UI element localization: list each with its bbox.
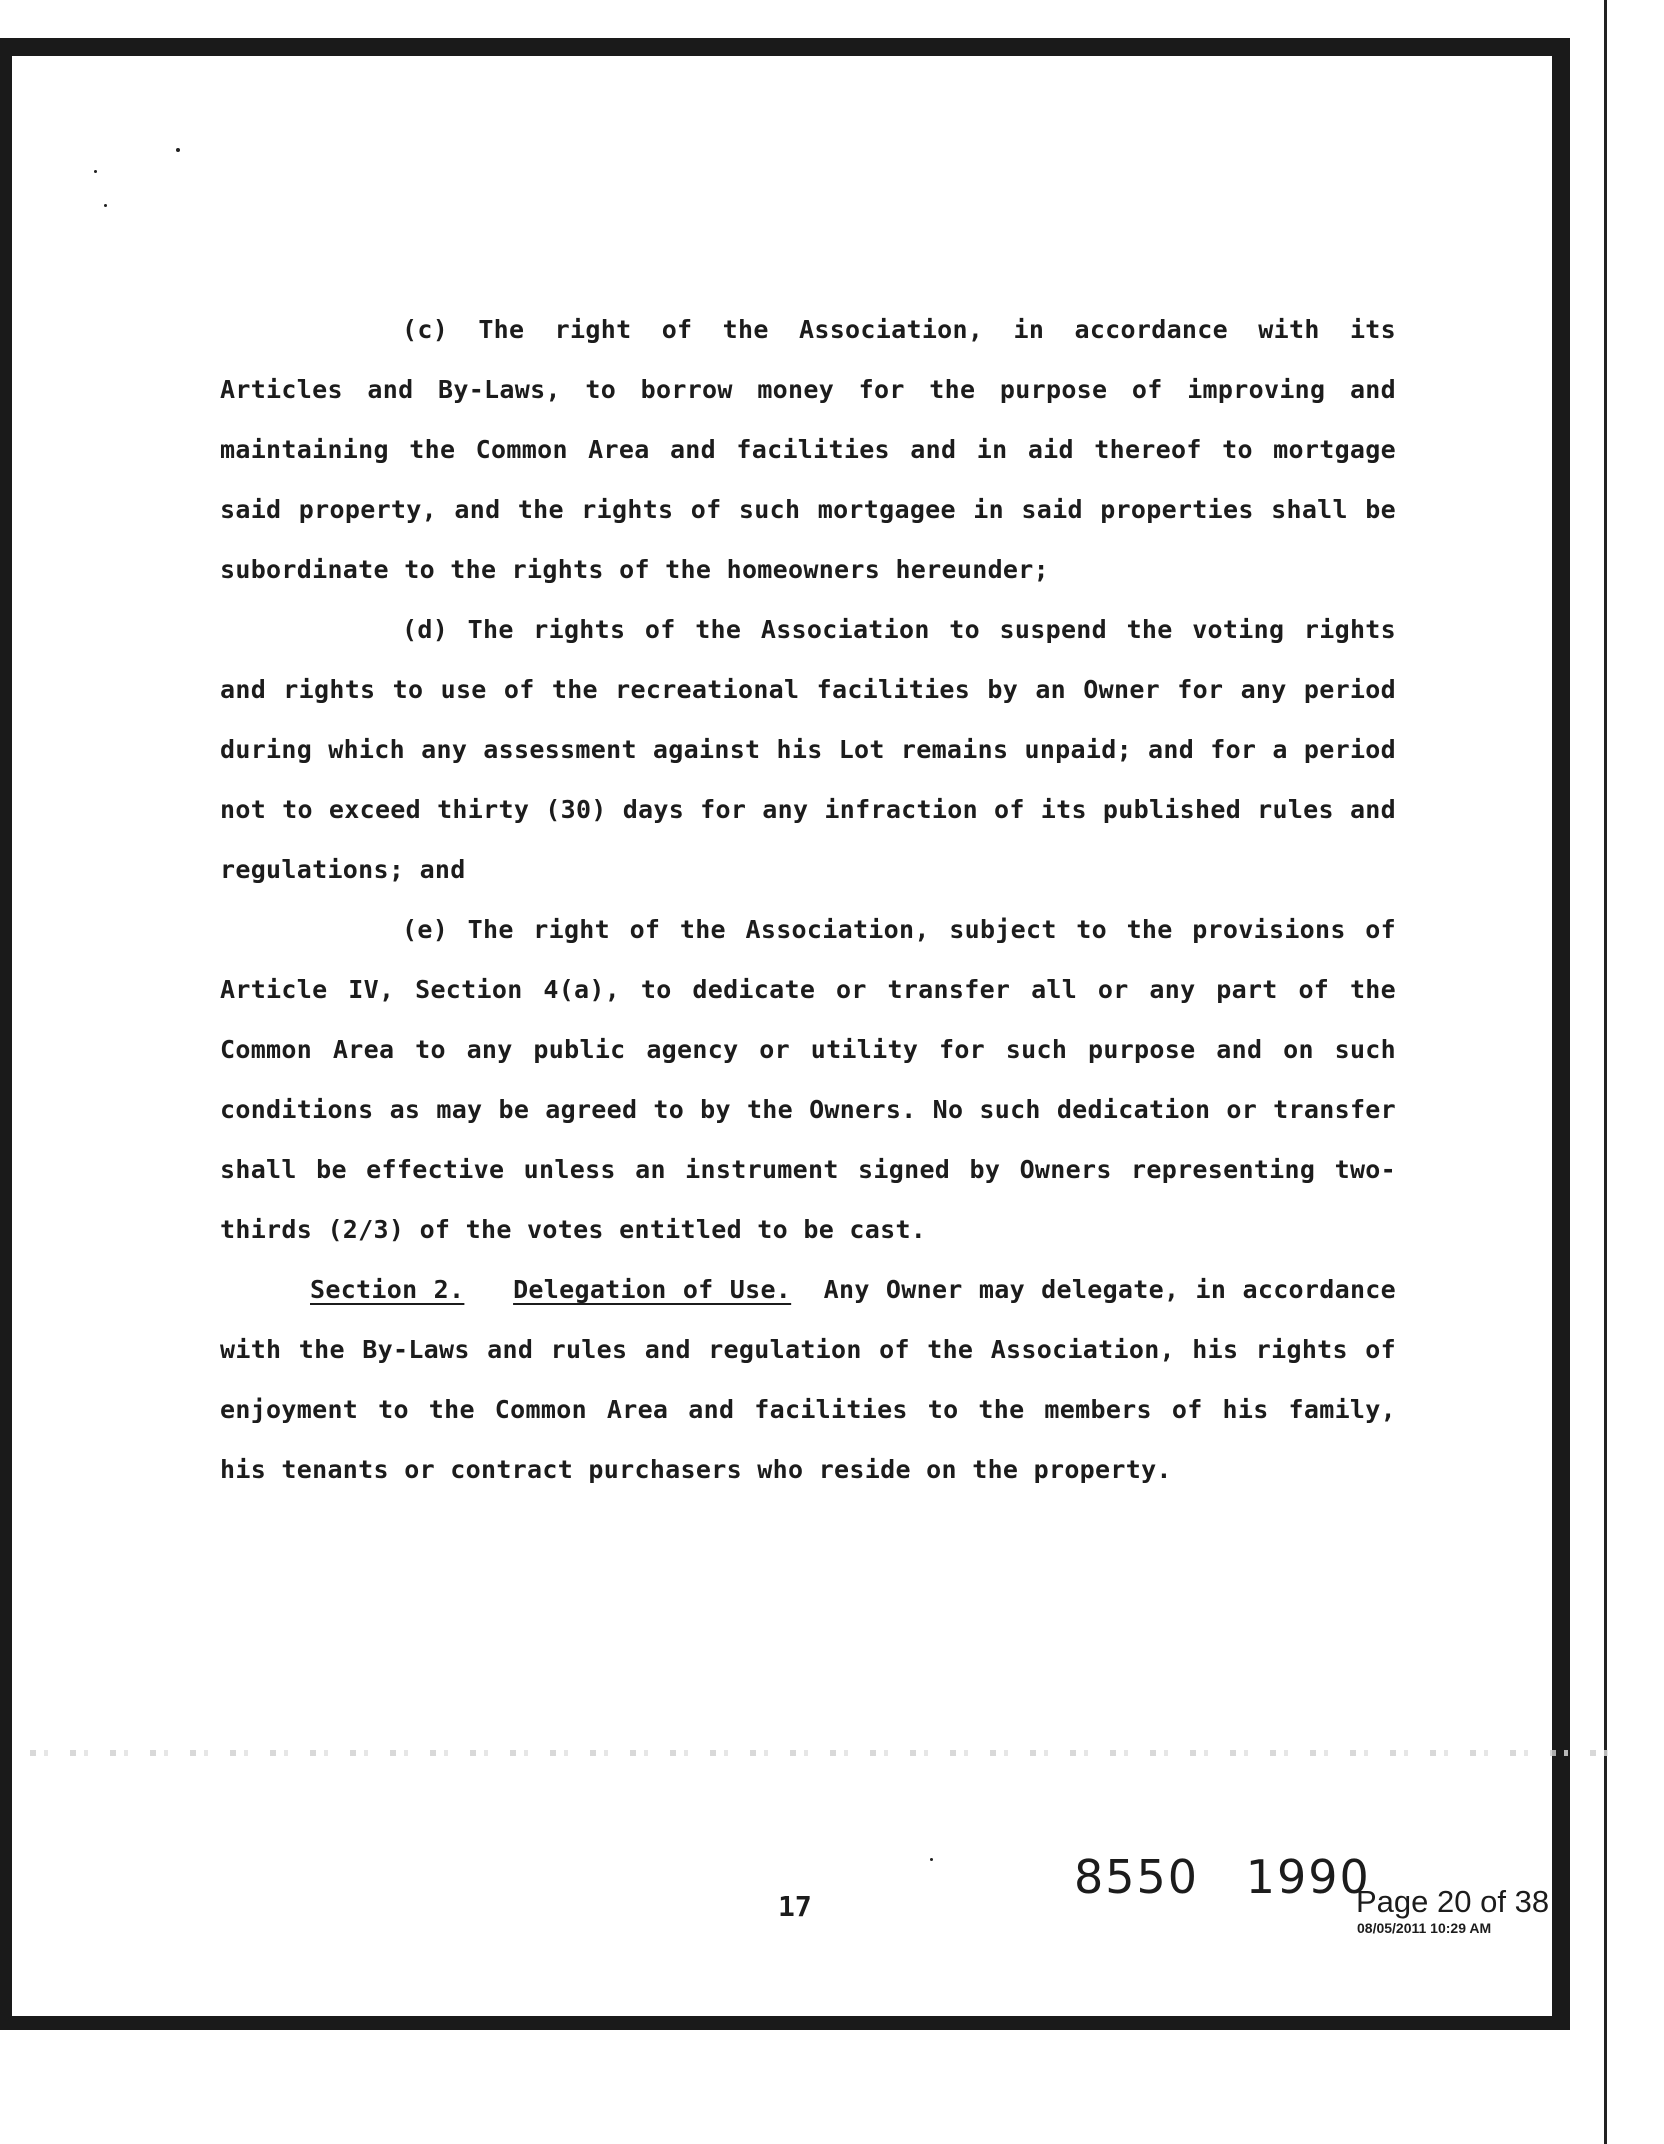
paragraph-d: (d) The rights of the Association to suspend the voting rights and rights to use of the recreational facilities by an Owner for any period during which any assessment against his Lot remains unpaid; and for a period not to exceed thirty (30) days for any infraction of its published rules and regulations; and [220, 615, 1396, 884]
scan-speck [104, 204, 107, 207]
scan-noise [30, 1750, 1610, 1756]
section-2-number: Section 2. [310, 1275, 465, 1304]
scan-edge-line [1604, 0, 1607, 2144]
section-2-paragraph [220, 1260, 1396, 1500]
page-of-label: Page 20 of 38 [1356, 1884, 1550, 1919]
print-timestamp: 08/05/2011 10:29 AM [1357, 1920, 1492, 1936]
paragraph-c: (c) The right of the Association, in accordance with its Articles and By-Laws, to borrow money for the purpose of improving and maintaining the Common Area and facilities and in aid thereof to mortgage said property, and the rights of such mortgagee in said properties shall be subordinate to the rights of the homeowners hereunder; [220, 315, 1396, 584]
document-body [220, 300, 1396, 1500]
paragraph-e: (e) The right of the Association, subject to the provisions of Article IV, Section 4(a), to dedicate or transfer all or any part of the Common Area to any public agency or utility for such purpose and on such conditions as may be agreed to by the Owners. No such dedication or transfer shall be effective unless an instrument signed by Owners representing two-thirds (2/3) of the votes entitled to be cast. [220, 915, 1396, 1244]
scan-speck [176, 148, 180, 152]
section-2-title: Delegation of Use. [513, 1275, 792, 1304]
scan-speck [94, 170, 97, 173]
page-number: 17 [778, 1890, 812, 1923]
book-page-stamp: 8550 1990 [1074, 1850, 1371, 1904]
scan-speck [930, 1858, 933, 1861]
section-2-text: Any Owner may delegate, in accordance with the By-Laws and rules and regulation of the Association, his rights of enjoyment to the Common Area and facilities to the members of his family, his tenants or contract purchasers who reside on the property. [220, 1275, 1397, 1484]
